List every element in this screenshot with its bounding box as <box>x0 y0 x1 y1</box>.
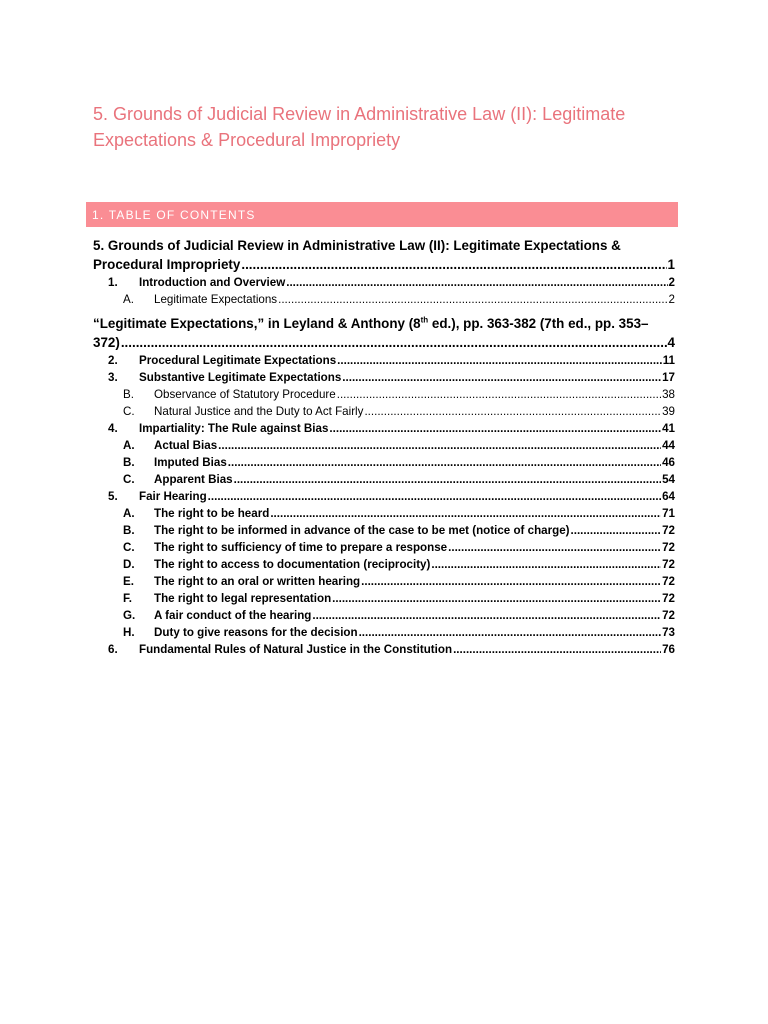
table-of-contents <box>93 236 675 658</box>
toc-entry-label: Fair Hearing <box>139 490 207 503</box>
toc-entry-label: The right to legal representation <box>154 592 332 605</box>
toc-entry-number: E. <box>123 575 134 588</box>
toc-entry-label: Observance of Statutory Procedure <box>154 388 336 401</box>
toc-page-number: 11 <box>662 354 675 367</box>
toc-entry[interactable] <box>93 454 675 471</box>
dot-leader <box>234 471 661 488</box>
toc-entry[interactable] <box>93 352 675 369</box>
toc-entry-number: 6. <box>108 643 118 656</box>
toc-entry-number: D. <box>123 558 135 571</box>
toc-page-number: 64 <box>662 490 675 503</box>
toc-entry-label: Actual Bias <box>154 439 218 452</box>
toc-page-number: 72 <box>662 592 675 605</box>
dot-leader <box>121 333 667 352</box>
toc-entry-introduction[interactable] <box>93 274 675 291</box>
toc-entry[interactable] <box>93 471 675 488</box>
toc-entry-legitimate-expectations[interactable] <box>93 291 675 308</box>
toc-page-number: 41 <box>662 422 675 435</box>
toc-page-number: 72 <box>662 524 675 537</box>
dot-leader <box>361 573 661 590</box>
toc-page-number: 2 <box>668 293 675 306</box>
dot-leader <box>364 403 661 420</box>
dot-leader <box>218 437 661 454</box>
dot-leader <box>241 255 666 274</box>
toc-entry-reading[interactable] <box>93 314 675 352</box>
toc-entry-number: C. <box>123 473 135 486</box>
dot-leader <box>312 607 661 624</box>
toc-entry[interactable] <box>93 505 675 522</box>
toc-entry-label: Imputed Bias <box>154 456 227 469</box>
toc-entry[interactable] <box>93 556 675 573</box>
toc-entry-reading-line2: 372) <box>93 335 120 350</box>
dot-leader <box>337 352 662 369</box>
toc-entry-label: A fair conduct of the hearing <box>154 609 312 622</box>
toc-page-number: 73 <box>662 626 675 639</box>
toc-page-number: 72 <box>662 609 675 622</box>
toc-entry-reading-sup: th <box>420 315 429 325</box>
dot-leader <box>278 291 667 308</box>
toc-page-number: 72 <box>662 541 675 554</box>
dot-leader <box>332 590 661 607</box>
toc-entry-number: F. <box>123 592 133 605</box>
toc-entry[interactable] <box>93 641 675 658</box>
toc-entry-label: Fundamental Rules of Natural Justice in the Constitution <box>139 643 453 656</box>
toc-entry-main[interactable] <box>93 236 675 274</box>
toc-entry-number: B. <box>123 456 135 469</box>
dot-leader <box>286 274 667 291</box>
toc-entry[interactable] <box>93 522 675 539</box>
toc-entry-label: Introduction and Overview <box>139 276 286 289</box>
document-title: 5. Grounds of Judicial Review in Administrative Law (II): Legitimate Expectations & Procedural Impropriety <box>93 104 626 150</box>
toc-entry-main-line2: Procedural Impropriety <box>93 257 241 272</box>
toc-entry-label: Legitimate Expectations <box>154 293 278 306</box>
toc-entry-number: A. <box>123 293 134 306</box>
toc-entry[interactable] <box>93 386 675 403</box>
toc-entry-number: C. <box>123 405 135 418</box>
dot-leader <box>228 454 661 471</box>
dot-leader <box>270 505 661 522</box>
toc-entry[interactable] <box>93 590 675 607</box>
dot-leader <box>208 488 661 505</box>
toc-entry-label: Apparent Bias <box>154 473 233 486</box>
toc-section-heading <box>86 202 678 227</box>
toc-entry[interactable] <box>93 539 675 556</box>
toc-entry-label: Natural Justice and the Duty to Act Fairly <box>154 405 364 418</box>
toc-page-number: 38 <box>662 388 675 401</box>
toc-section-heading-text: 1. TABLE OF CONTENTS <box>92 208 256 222</box>
toc-page-number: 2 <box>668 276 675 289</box>
dot-leader <box>431 556 661 573</box>
toc-page-number: 39 <box>662 405 675 418</box>
toc-entry[interactable] <box>93 624 675 641</box>
toc-entry[interactable] <box>93 437 675 454</box>
toc-entry-label: Duty to give reasons for the decision <box>154 626 358 639</box>
toc-entry-number: G. <box>123 609 136 622</box>
toc-entry-number: A. <box>123 439 135 452</box>
toc-entry-reading-line1a: “Legitimate Expectations,” in Leyland & Anthony (8 <box>93 316 421 331</box>
toc-entry-label: The right to an oral or written hearing <box>154 575 361 588</box>
toc-page-number: 17 <box>662 371 675 384</box>
dot-leader <box>342 369 661 386</box>
toc-entry-label: Procedural Legitimate Expectations <box>139 354 337 367</box>
toc-entry-number: B. <box>123 388 134 401</box>
toc-page-number: 4 <box>667 335 675 350</box>
toc-entry[interactable] <box>93 607 675 624</box>
toc-entry[interactable] <box>93 403 675 420</box>
dot-leader <box>329 420 661 437</box>
toc-page-number: 46 <box>662 456 675 469</box>
toc-page-number: 72 <box>662 575 675 588</box>
toc-entry-reading-line1b: ed.), pp. 363-382 (7th ed., pp. 353– <box>428 316 649 331</box>
dot-leader <box>337 386 661 403</box>
toc-entry-number: 1. <box>108 276 118 289</box>
toc-entry-label: The right to sufficiency of time to prepare a response <box>154 541 448 554</box>
toc-page-number: 72 <box>662 558 675 571</box>
toc-entry-label: The right to access to documentation (reciprocity) <box>154 558 431 571</box>
toc-entry-number: A. <box>123 507 135 520</box>
toc-entry-main-line1: 5. Grounds of Judicial Review in Administrative Law (II): Legitimate Expectations & <box>93 238 621 253</box>
toc-entry[interactable] <box>93 573 675 590</box>
toc-page-number: 76 <box>662 643 675 656</box>
toc-entry[interactable] <box>93 488 675 505</box>
dot-leader <box>448 539 661 556</box>
toc-entry[interactable] <box>93 420 675 437</box>
toc-page-number: 71 <box>662 507 675 520</box>
dot-leader <box>359 624 662 641</box>
toc-entry-number: B. <box>123 524 135 537</box>
toc-page-number: 1 <box>667 257 675 272</box>
toc-entry-number: H. <box>123 626 135 639</box>
toc-entry-label: The right to be informed in advance of the case to be met (notice of charge) <box>154 524 570 537</box>
toc-entry-number: 2. <box>108 354 118 367</box>
toc-entry-number: 4. <box>108 422 118 435</box>
toc-entry-label: The right to be heard <box>154 507 270 520</box>
toc-entry-label: Substantive Legitimate Expectations <box>139 371 342 384</box>
toc-entry-number: 3. <box>108 371 118 384</box>
toc-entry-label: Impartiality: The Rule against Bias <box>139 422 329 435</box>
toc-page-number: 44 <box>662 439 675 452</box>
dot-leader <box>571 522 662 539</box>
toc-entry[interactable] <box>93 369 675 386</box>
toc-entry-number: C. <box>123 541 135 554</box>
toc-entry-number: 5. <box>108 490 118 503</box>
dot-leader <box>453 641 661 658</box>
toc-page-number: 54 <box>662 473 675 486</box>
